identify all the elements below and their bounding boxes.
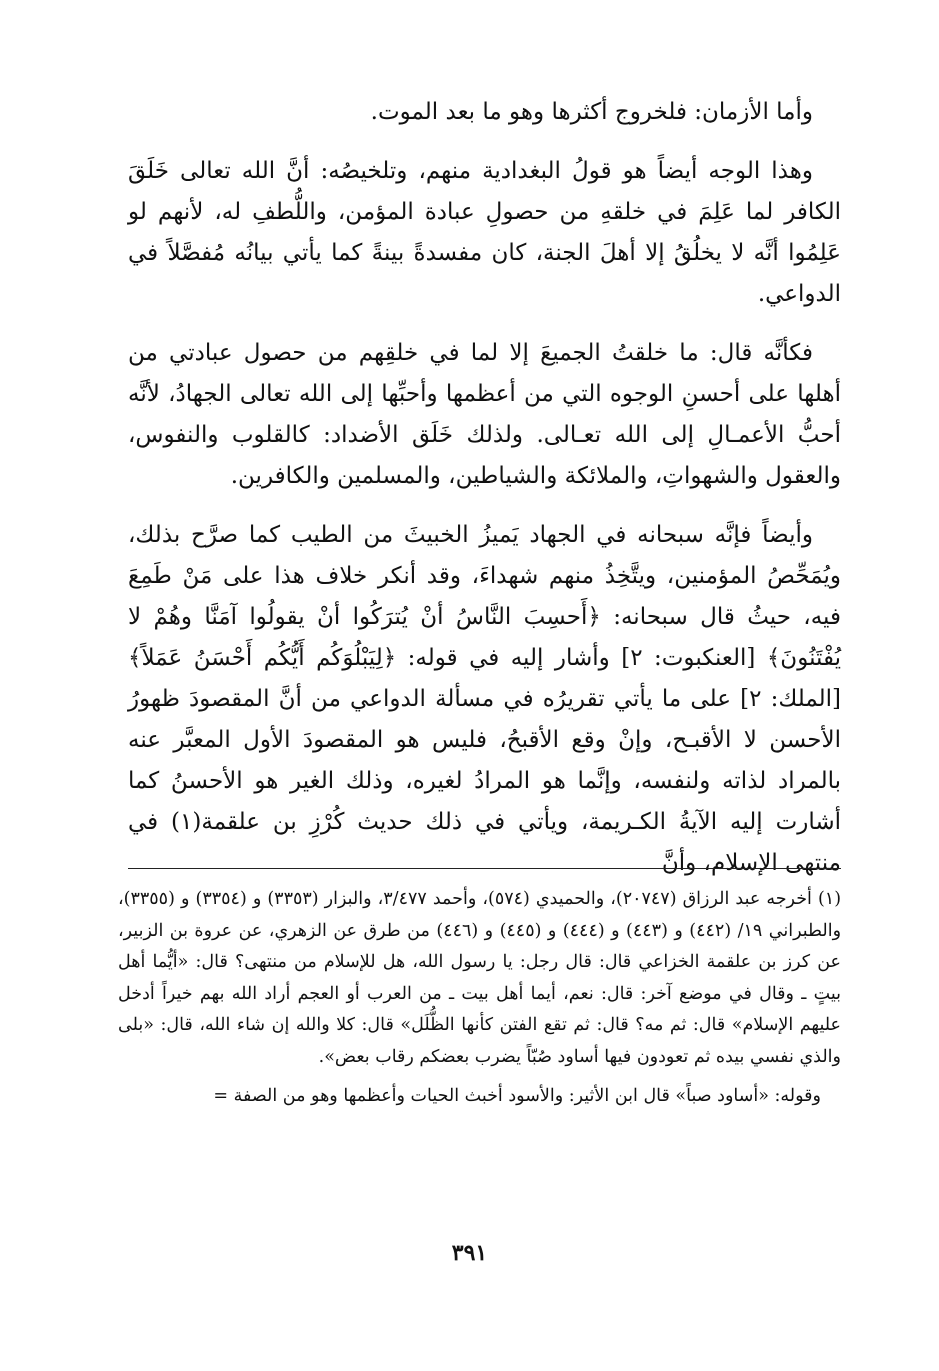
footnote-1-continuation: وقوله: «أساود صباً» قال ابن الأثير: والأسود أخبث الحيات وأعظمها وهو من الصفة = [213,1086,821,1106]
page-number: ٣٩١ [451,1240,488,1266]
footnote-divider [128,868,841,869]
paragraph-3: فكأنَّه قال: ما خلقتُ الجميعَ إلا لما في خلقِهم من حصول عبادتي من أهلها على أحسنِ الوجوه التي من أعظمها وأحبِّها إلى الله تعالى الجهادُ، لأنَّه أحبُّ الأعمـالِ إلى الله تعـالى. ولذلك خَلَق الأضداد: كالقلوب والنفوس، والعقول والشهواتِ، والملائكة والشياطين، والمسلمين والكافرين. [128,340,841,489]
paragraph-1: وأما الأزمان: فلخروج أكثرها وهو ما بعد الموت. [370,99,813,125]
paragraph-2: وهذا الوجه أيضاً هو قولُ البغدادية منهم، وتلخيصُه: أنَّ الله تعالى خَلَقَ الكافر لما عَلِمَ في خلقهِ من حصولِ عبادة المؤمن، واللُّطفِ له، لأنهم لو عَلِمُوا أنَّه لا يخلُقُ إلا أهلَ الجنة، كان مفسدةً بينةً كما يأتي بيانُه مُفصَّلاً في الدواعي. [128,158,841,307]
footnotes [118,884,841,1113]
footnote-1: (١) أخرجه عبد الرزاق (٢٠٧٤٧)، والحميدي (٥٧٤)، وأحمد ٣/٤٧٧، والبزار (٣٣٥٣) و (٣٣٥٤) و (٣٣٥٥)، والطبراني ١٩/ (٤٤٢) و (٤٤٣) و (٤٤٤) و (٤٤٥) و (٤٤٦) من طرق عن الزهري، عن عروة بن الزبير، عن كرز بن علقمة الخزاعي قال: قال رجل: يا رسول الله، هل للإسلام من منتهى؟ قال: «أيُّما أهل بيتٍ ـ وقال في موضع آخر: قال: نعم، أيما أهل بيت ـ من العرب أو العجم أراد الله بهم خيراً أدخل عليهم الإسلام» قال: ثم مه؟ قال: ثم تقع الفتن كأنها الظُّلَل» قال: كلا والله إن شاء الله، قال: «بلى والذي نفسي بيده ثم تعودون فيها أساود صُبّاً يضرب بعضكم رقاب بعض». [118,889,842,1067]
main-text [128,92,841,902]
paragraph-4: وأيضاً فإنَّه سبحانه في الجهاد يَميزُ الخبيثَ من الطيب كما صرَّح بذلك، ويُمَحِّصُ المؤمنين، ويتَّخِذُ منهم شهداءَ، وقد أنكر خلاف هذا على مَنْ طَمِعَ فيه، حيثُ قال سبحانه: ﴿أَحسِبَ النَّاسُ أنْ يُترَكُوا أنْ يقولُوا آمَنَّا وهُمْ لا يُفْتَنُونَ﴾ [العنكبوت: ٢] وأشار إليه في قوله: ﴿لِيَبْلُوَكُم أَيُّكُم أَحْسَنُ عَمَلاً﴾ [الملك: ٢] على ما يأتي تقريرُه في مسألة الدواعي من أنَّ المقصودَ ظهورُ الأحسن لا الأقبـح، وإنْ وقع الأقبحُ، فليس هو المقصودَ الأول المعبَّر عنه بالمراد لذاته ولنفسه، وإنَّما هو المرادُ لغيره، وذلك الغير هو الأحسنُ كما أشارت إليه الآيةُ الكـريمة، ويأتي في ذلك حديث كُرْزِ بن علقمة(١) في منتهى الإسلام، وأنَّ [128,522,842,876]
